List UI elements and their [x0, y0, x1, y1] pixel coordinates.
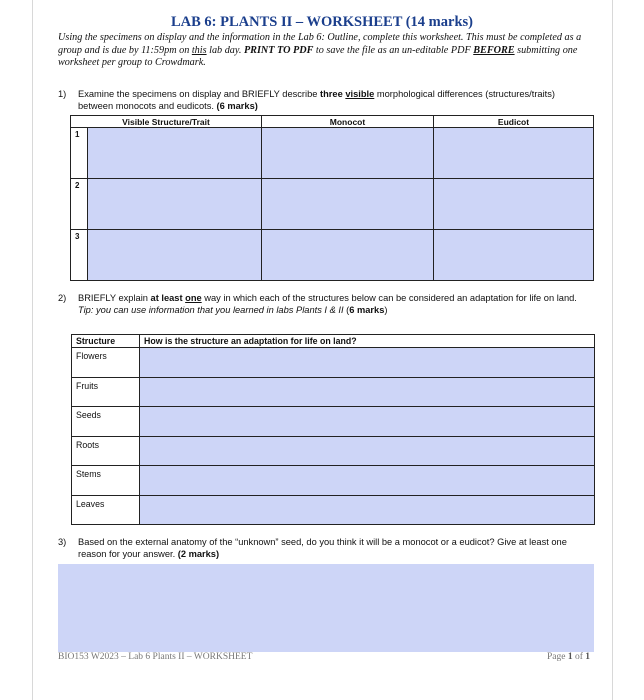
table-row [72, 348, 595, 378]
structure-label: Seeds [72, 407, 140, 437]
table-row [72, 407, 595, 437]
before-underlined: BEFORE [473, 44, 515, 56]
worksheet-title: LAB 6: PLANTS II – WORKSHEET (14 marks) [170, 14, 473, 30]
footer-page-number: Page 1 of 1 [546, 652, 590, 662]
trait-input-3[interactable] [88, 230, 262, 281]
eudicot-input-3[interactable] [434, 230, 594, 281]
stems-answer-input[interactable] [140, 466, 595, 496]
question-3-number: 3) [58, 537, 67, 547]
adaptations-table [71, 334, 595, 525]
leaves-answer-input[interactable] [140, 495, 595, 525]
intro-instructions: Using the specimens on display and the information in the Lab 6: Outline, complete this worksheet. This must be completed as a group and is due by 11:59pm on this lab day. PRINT TO PDF to save the file as an un-editable PDF BEFORE submitting one worksheet per group to Crowdmark. [58, 32, 582, 68]
table-row [71, 230, 594, 281]
table-row [72, 377, 595, 407]
structure-label: Leaves [72, 495, 140, 525]
page-edge-right [612, 0, 613, 700]
table-row [72, 495, 595, 525]
table-header-row [72, 335, 595, 348]
header-monocot: Monocot [262, 116, 434, 128]
this-underlined: this [191, 44, 207, 56]
trait-input-2[interactable] [88, 179, 262, 230]
question-3-marks: (2 marks) [177, 549, 220, 559]
page-edge-left [32, 0, 33, 700]
row-number: 2 [71, 179, 88, 230]
question-2-marks: 6 marks [349, 305, 385, 315]
question-2-tip: Tip: you can use information that you learned in labs Plants I & II [78, 305, 344, 315]
header-eudicot: Eudicot [434, 116, 594, 128]
structure-label: Roots [72, 436, 140, 466]
question-1: 1) Examine the specimens on display and BRIEFLY describe three visible morphological differences (structures/traits) between monocots and eudicots. (6 marks) [58, 89, 555, 111]
header-structure-trait: Visible Structure/Trait [71, 116, 262, 128]
flowers-answer-input[interactable] [140, 348, 595, 378]
table-row [72, 436, 595, 466]
seeds-answer-input[interactable] [140, 407, 595, 437]
table-row [71, 128, 594, 179]
row-number: 1 [71, 128, 88, 179]
question-2: 2) BRIEFLY explain at least one way in which each of the structures below can be considered an adaptation for life on land. Tip: you can use information that you learned in labs Plants I & II (6 marks) [58, 293, 577, 315]
trait-input-1[interactable] [88, 128, 262, 179]
footer-course-label: BIO153 W2023 – Lab 6 Plants II – WORKSHEET [58, 652, 253, 662]
table-row [72, 466, 595, 496]
print-to-pdf: PRINT TO PDF [243, 44, 314, 56]
structure-label: Fruits [72, 377, 140, 407]
monocot-input-2[interactable] [262, 179, 434, 230]
question-3: 3) Based on the external anatomy of the “unknown” seed, do you think it will be a monocot or a eudicot? Give at least one reason for your answer. (2 marks) [58, 537, 567, 559]
differences-table [70, 115, 594, 281]
header-structure: Structure [72, 335, 140, 348]
question-1-marks: (6 marks) [216, 101, 258, 111]
table-header-row [71, 116, 594, 128]
question-1-number: 1) [58, 89, 67, 99]
table-row [71, 179, 594, 230]
question-2-number: 2) [58, 293, 67, 303]
fruits-answer-input[interactable] [140, 377, 595, 407]
structure-label: Flowers [72, 348, 140, 378]
eudicot-input-2[interactable] [434, 179, 594, 230]
monocot-input-1[interactable] [262, 128, 434, 179]
monocot-input-3[interactable] [262, 230, 434, 281]
structure-label: Stems [72, 466, 140, 496]
row-number: 3 [71, 230, 88, 281]
roots-answer-input[interactable] [140, 436, 595, 466]
eudicot-input-1[interactable] [434, 128, 594, 179]
header-adaptation: How is the structure an adaptation for life on land? [140, 335, 595, 348]
question-3-answer-input[interactable] [58, 564, 594, 652]
